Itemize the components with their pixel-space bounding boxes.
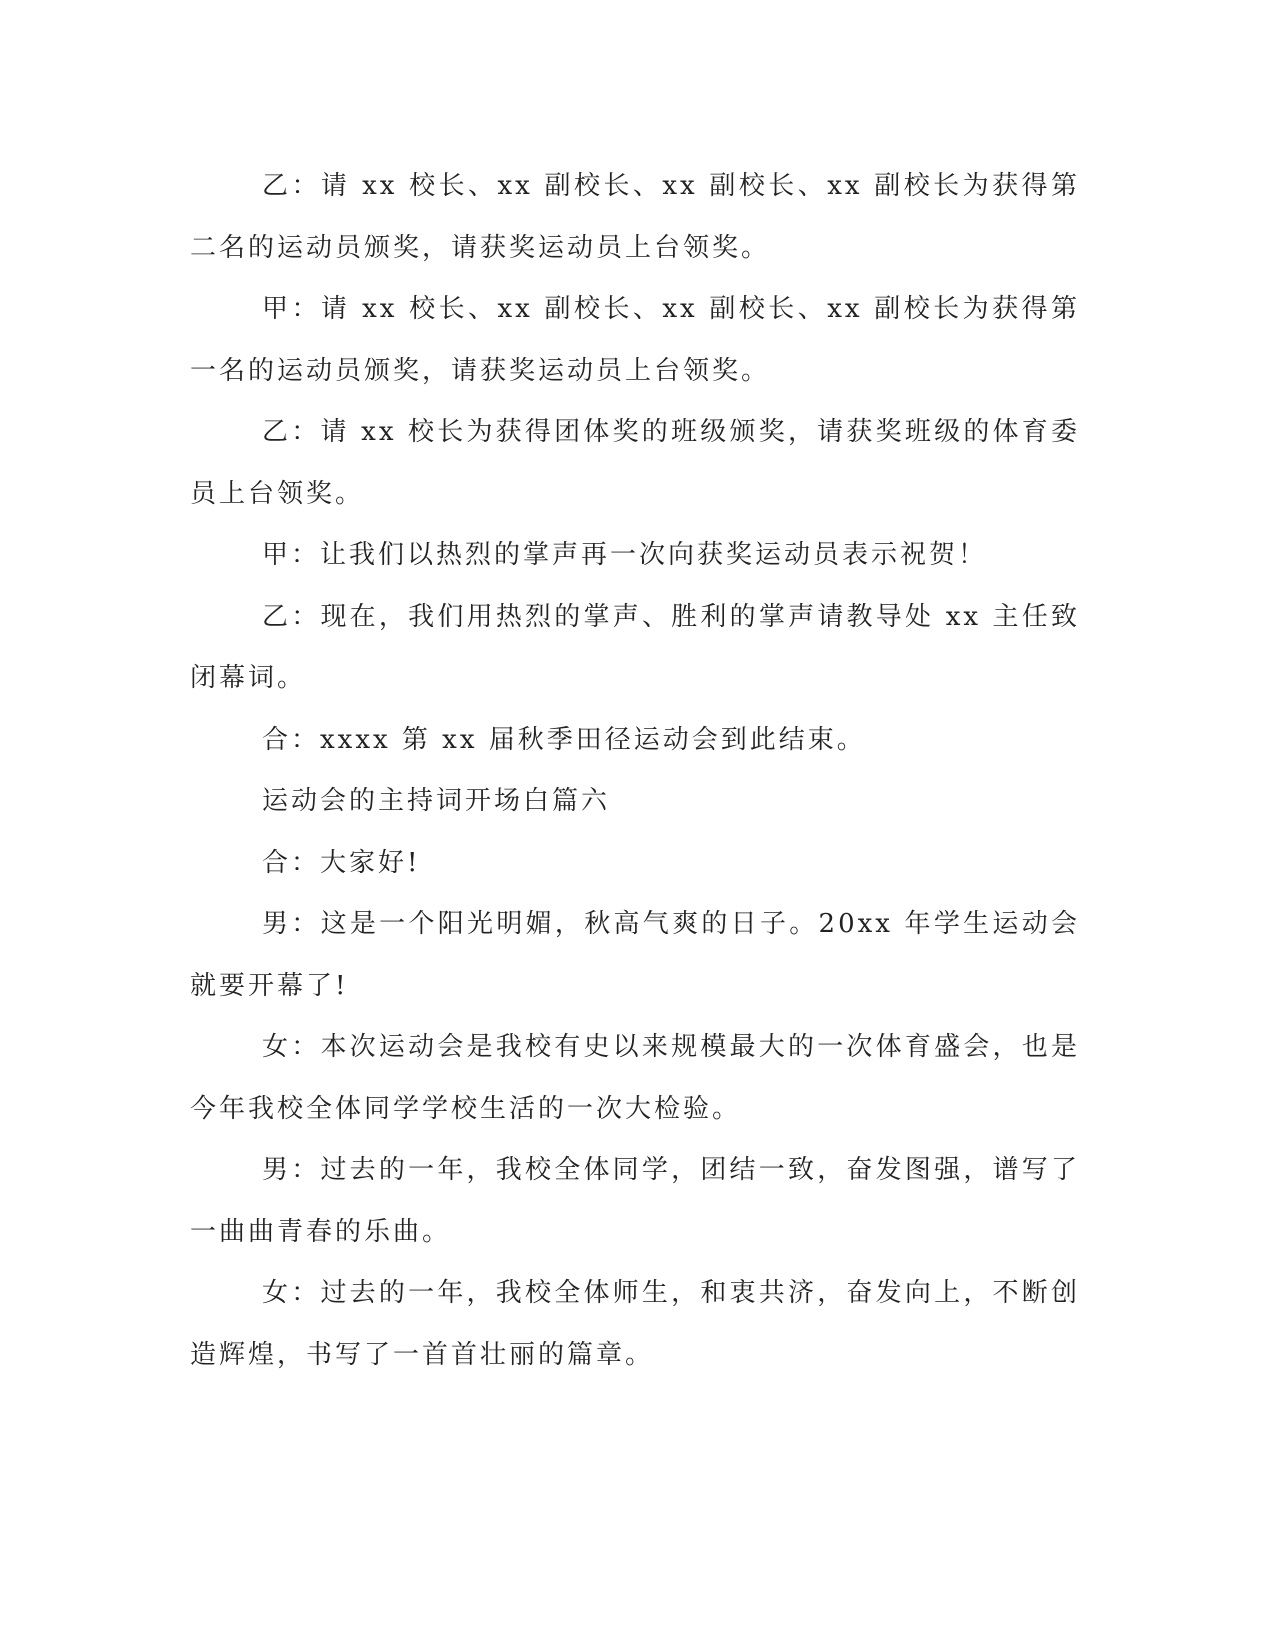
paragraph: 乙：请 xx 校长、xx 副校长、xx 副校长、xx 副校长为获得第二名的运动员颁奖，请获奖运动员上台领奖。 — [190, 171, 1080, 263]
paragraph: 甲：让我们以热烈的掌声再一次向获奖运动员表示祝贺！ — [262, 540, 988, 570]
document-body — [190, 156, 1080, 1386]
paragraph: 男：这是一个阳光明媚，秋高气爽的日子。20xx 年学生运动会就要开幕了! — [190, 909, 1080, 1001]
paragraph: 甲：请 xx 校长、xx 副校长、xx 副校长、xx 副校长为获得第一名的运动员颁奖，请获奖运动员上台领奖。 — [190, 294, 1080, 386]
paragraph: 合：大家好! — [262, 847, 421, 878]
paragraph: 乙：现在，我们用热烈的掌声、胜利的掌声请教导处 xx 主任致闭幕词。 — [190, 601, 1080, 693]
paragraph: 女：本次运动会是我校有史以来规模最大的一次体育盛会，也是今年我校全体同学学校生活的一次大检验。 — [190, 1032, 1080, 1124]
paragraph: 合：xxxx 第 xx 届秋季田径运动会到此结束。 — [262, 724, 866, 755]
paragraph: 女：过去的一年，我校全体师生，和衷共济，奋发向上，不断创造辉煌，书写了一首首壮丽的篇章。 — [190, 1278, 1080, 1370]
paragraph: 男：过去的一年，我校全体同学，团结一致，奋发图强，谱写了一曲曲青春的乐曲。 — [190, 1155, 1080, 1247]
section-heading: 运动会的主持词开场白篇六 — [262, 786, 611, 816]
paragraph: 乙：请 xx 校长为获得团体奖的班级颁奖，请获奖班级的体育委员上台领奖。 — [190, 417, 1080, 509]
